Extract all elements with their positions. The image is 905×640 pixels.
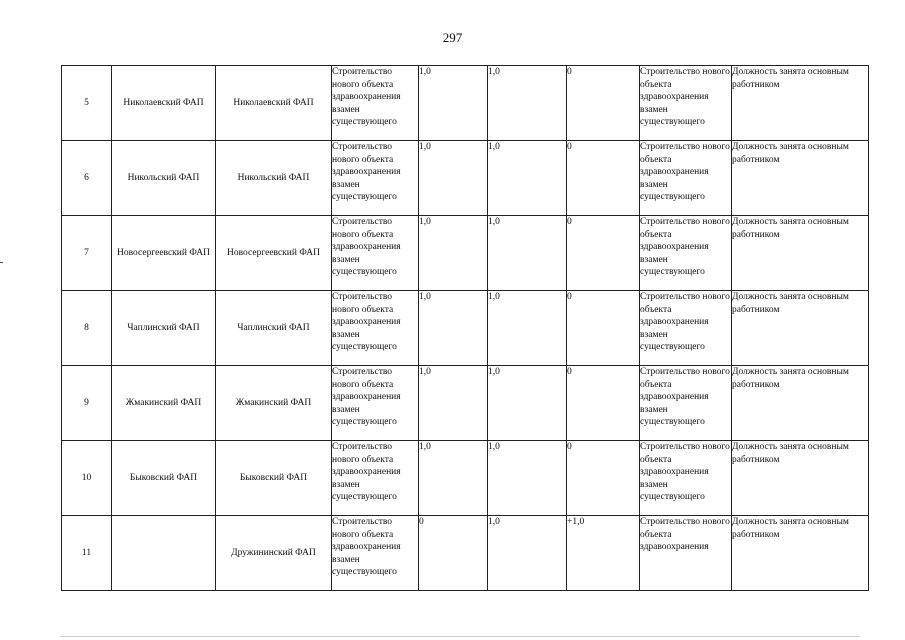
facility-name-before: Николаевский ФАП bbox=[112, 66, 216, 141]
row-number: 9 bbox=[62, 366, 112, 441]
staffing-note: Должность занята основным работником bbox=[732, 441, 869, 516]
planned-work-2: Строительство нового объекта здравоохранения взамен существующего bbox=[640, 366, 732, 441]
staffing-note: Должность занята основным работником bbox=[732, 366, 869, 441]
facility-name-before: Жмакинский ФАП bbox=[112, 366, 216, 441]
value-before: 1,0 bbox=[419, 66, 488, 141]
row-number: 8 bbox=[62, 291, 112, 366]
value-after: 1,0 bbox=[488, 66, 567, 141]
staffing-note: Должность занята основным работником bbox=[732, 216, 869, 291]
row-number: 10 bbox=[62, 441, 112, 516]
planned-work: Строительство нового объекта здравоохранения взамен существующего bbox=[332, 216, 419, 291]
table-row bbox=[62, 216, 869, 291]
planned-work-2: Строительство нового объекта здравоохранения взамен существующего bbox=[640, 216, 732, 291]
planned-work: Строительство нового объекта здравоохранения взамен существующего bbox=[332, 141, 419, 216]
value-before: 1,0 bbox=[419, 291, 488, 366]
table-body bbox=[62, 66, 869, 591]
facility-name-after: Новосергеевский ФАП bbox=[216, 216, 332, 291]
value-change: 0 bbox=[567, 141, 640, 216]
facility-name-before: Быковский ФАП bbox=[112, 441, 216, 516]
value-change: 0 bbox=[567, 291, 640, 366]
value-after: 1,0 bbox=[488, 216, 567, 291]
facility-name-after: Чаплинский ФАП bbox=[216, 291, 332, 366]
value-change: +1,0 bbox=[567, 516, 640, 591]
planned-work-2: Строительство нового объекта здравоохранения взамен существующего bbox=[640, 291, 732, 366]
value-before: 0 bbox=[419, 516, 488, 591]
planned-work: Строительство нового объекта здравоохранения взамен существующего bbox=[332, 441, 419, 516]
value-change: 0 bbox=[567, 441, 640, 516]
planned-work: Строительство нового объекта здравоохранения взамен существующего bbox=[332, 366, 419, 441]
facility-name-after: Быковский ФАП bbox=[216, 441, 332, 516]
page-number: 297 bbox=[442, 30, 463, 45]
value-after: 1,0 bbox=[488, 141, 567, 216]
table-row bbox=[62, 291, 869, 366]
planned-work: Строительство нового объекта здравоохранения взамен существующего bbox=[332, 516, 419, 591]
value-before: 1,0 bbox=[419, 216, 488, 291]
staffing-note: Должность занята основным работником bbox=[732, 516, 869, 591]
row-number: 7 bbox=[62, 216, 112, 291]
facility-name-before: Чаплинский ФАП bbox=[112, 291, 216, 366]
staffing-note: Должность занята основным работником bbox=[732, 66, 869, 141]
table-row bbox=[62, 366, 869, 441]
value-change: 0 bbox=[567, 366, 640, 441]
table-row bbox=[62, 441, 869, 516]
row-number: 11 bbox=[62, 516, 112, 591]
facility-name-before: Новосергеевский ФАП bbox=[112, 216, 216, 291]
margin-mark bbox=[0, 262, 3, 263]
planned-work-2: Строительство нового объекта здравоохранения взамен существующего bbox=[640, 66, 732, 141]
facilities-table bbox=[61, 65, 869, 591]
page-bottom-rule bbox=[60, 636, 860, 637]
planned-work-2: Строительство нового объекта здравоохранения взамен существующего bbox=[640, 441, 732, 516]
planned-work: Строительство нового объекта здравоохранения взамен существующего bbox=[332, 291, 419, 366]
value-after: 1,0 bbox=[488, 516, 567, 591]
row-number: 6 bbox=[62, 141, 112, 216]
facility-name-after: Николаевский ФАП bbox=[216, 66, 332, 141]
planned-work-2: Строительство нового объекта здравоохранения bbox=[640, 516, 732, 591]
planned-work: Строительство нового объекта здравоохранения взамен существующего bbox=[332, 66, 419, 141]
facility-name-after: Никольский ФАП bbox=[216, 141, 332, 216]
value-before: 1,0 bbox=[419, 441, 488, 516]
staffing-note: Должность занята основным работником bbox=[732, 291, 869, 366]
facility-name-before bbox=[112, 516, 216, 591]
value-after: 1,0 bbox=[488, 366, 567, 441]
value-before: 1,0 bbox=[419, 366, 488, 441]
table-row bbox=[62, 141, 869, 216]
staffing-note: Должность занята основным работником bbox=[732, 141, 869, 216]
table-row bbox=[62, 66, 869, 141]
row-number: 5 bbox=[62, 66, 112, 141]
planned-work-2: Строительство нового объекта здравоохранения взамен существующего bbox=[640, 141, 732, 216]
table-row bbox=[62, 516, 869, 591]
value-change: 0 bbox=[567, 66, 640, 141]
value-after: 1,0 bbox=[488, 291, 567, 366]
facility-name-after: Дружининский ФАП bbox=[216, 516, 332, 591]
facility-name-after: Жмакинский ФАП bbox=[216, 366, 332, 441]
value-after: 1,0 bbox=[488, 441, 567, 516]
value-before: 1,0 bbox=[419, 141, 488, 216]
value-change: 0 bbox=[567, 216, 640, 291]
facility-name-before: Никольский ФАП bbox=[112, 141, 216, 216]
